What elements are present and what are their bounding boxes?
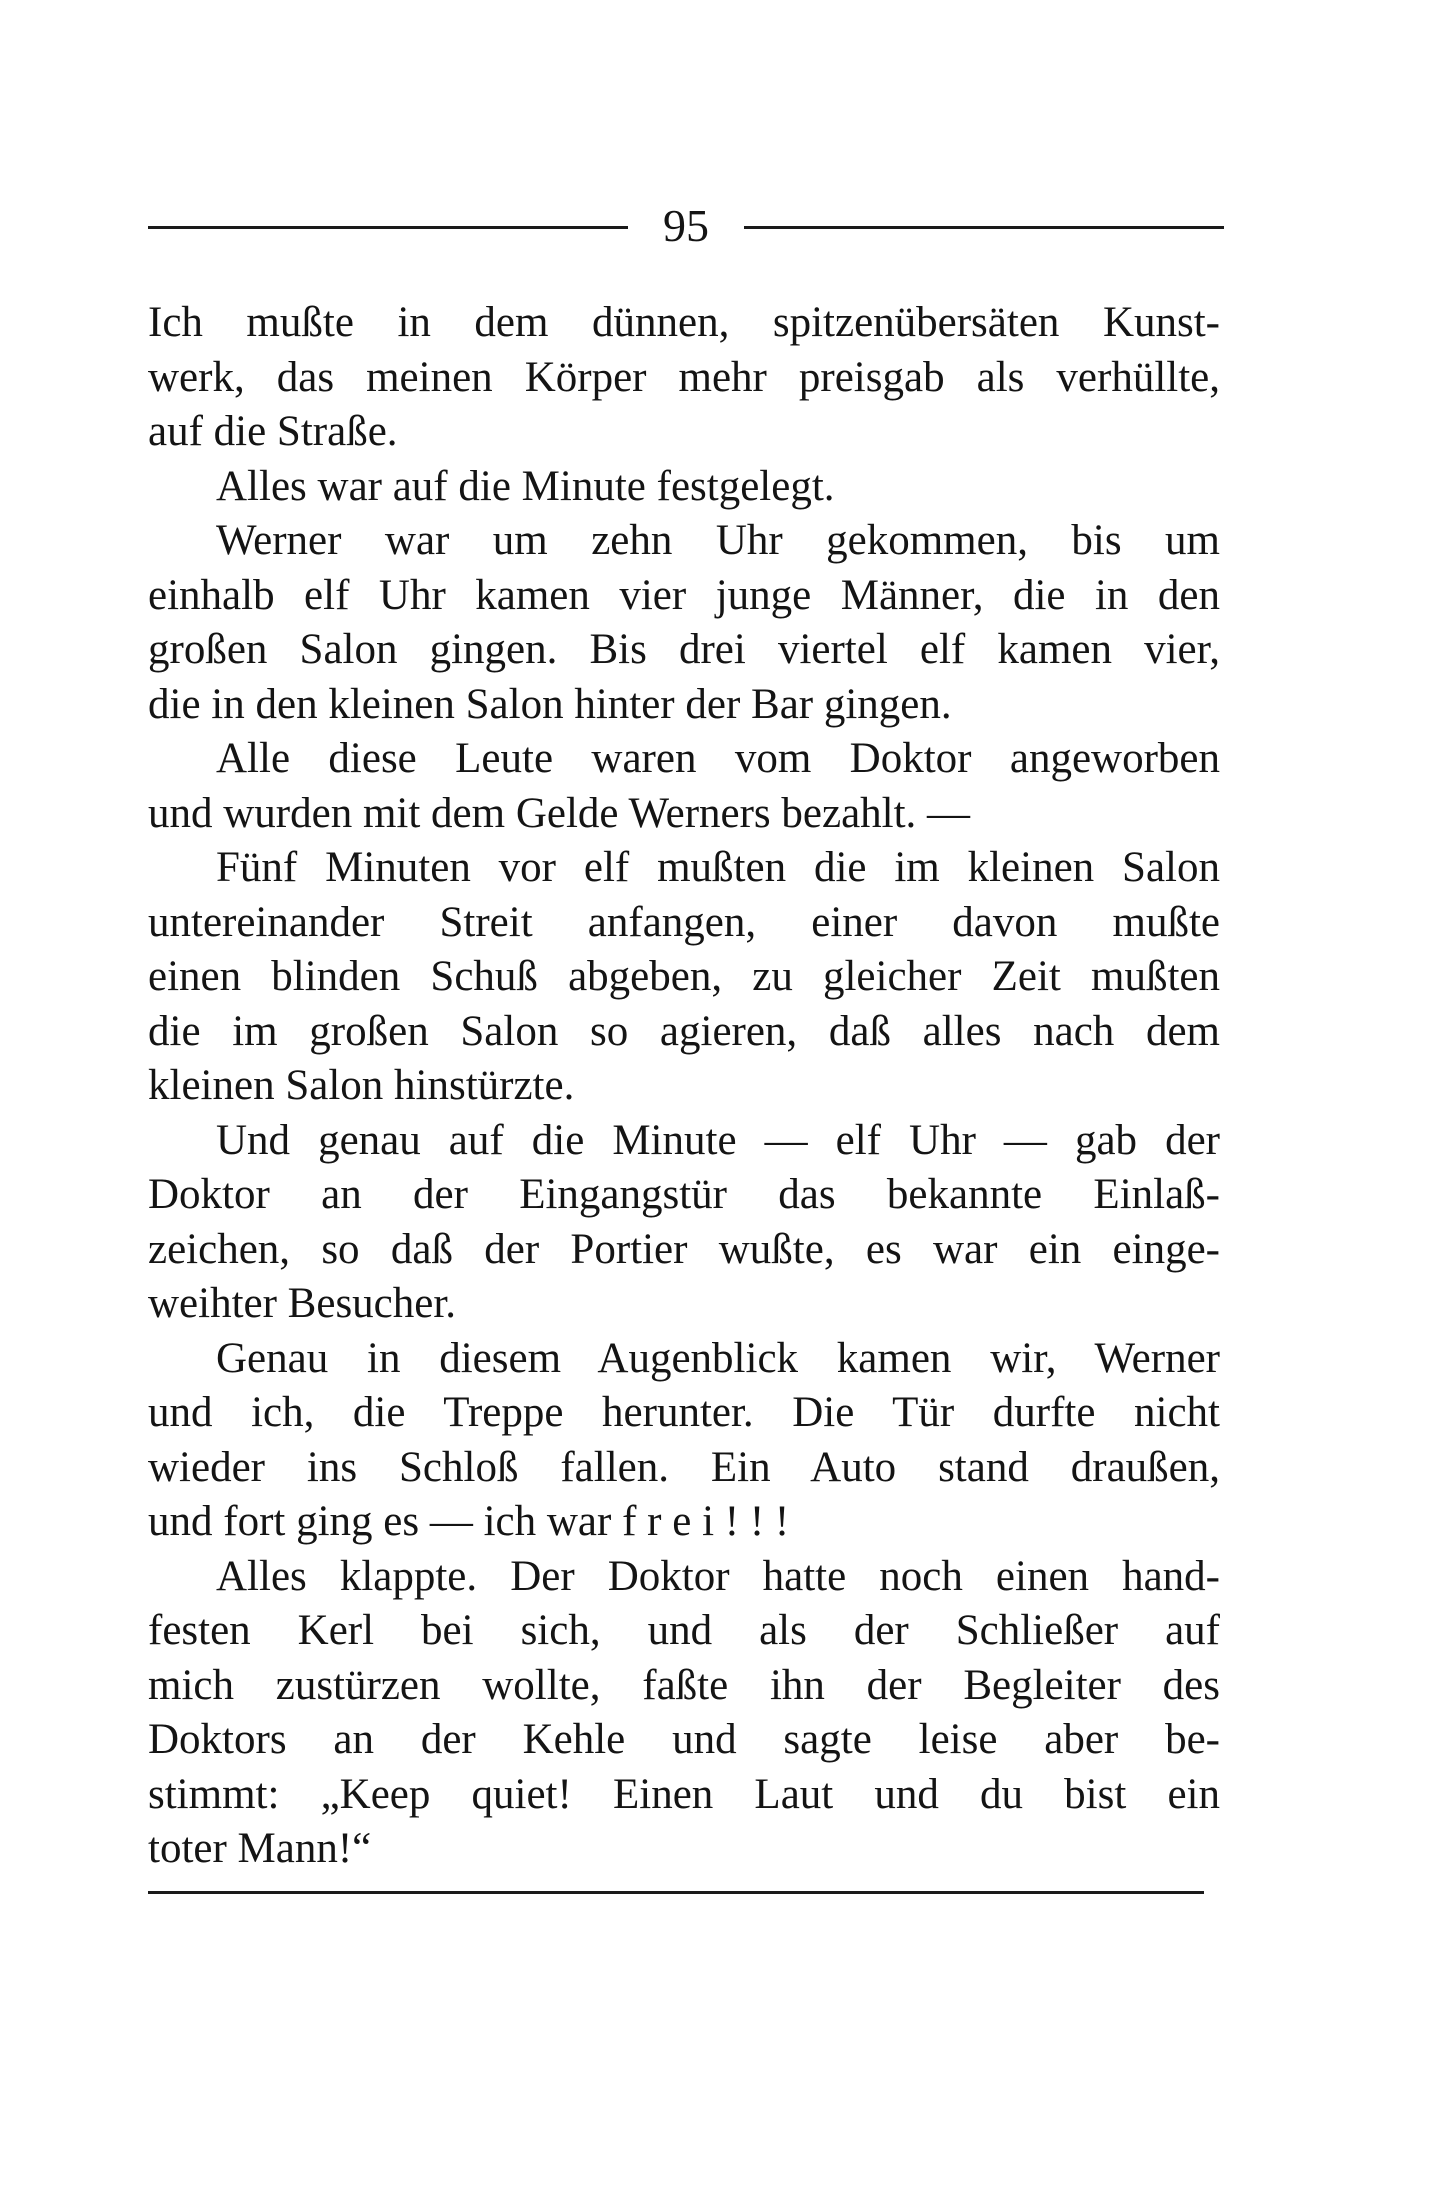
text-line: Und genau auf die Minute — elf Uhr — gab der: [216, 1116, 1220, 1164]
text-line: großen Salon gingen. Bis drei viertel elf kamen vier,: [148, 626, 1220, 673]
text-line: Ich mußte in dem dünnen, spitzenübersäten Kunst-: [148, 299, 1220, 346]
paragraph: [148, 841, 1220, 1114]
text-line: Werner war um zehn Uhr gekommen, bis um: [216, 517, 1220, 564]
text-line: Alles klappte. Der Doktor hatte noch einen hand-: [216, 1552, 1220, 1600]
text-line: einen blinden Schuß abgeben, zu gleicher Zeit mußten: [148, 953, 1220, 1000]
text-line: werk, das meinen Körper mehr preisgab als verhüllte,: [148, 353, 1220, 401]
paragraph: [148, 296, 1220, 460]
paragraph: [148, 732, 1220, 841]
text-line: auf die Straße.: [148, 408, 398, 455]
body-text: [148, 296, 1220, 1877]
header-rule-right: [744, 226, 1224, 229]
text-line: einhalb elf Uhr kamen vier junge Männer, die in den: [148, 571, 1220, 619]
text-line: weihter Besucher.: [148, 1280, 457, 1327]
text-line: mich zustürzen wollte, faßte ihn der Begleiter des: [148, 1661, 1220, 1709]
footer-rule: [148, 1891, 1204, 1894]
paragraph: [148, 514, 1220, 732]
text-line: festen Kerl bei sich, und als der Schließer auf: [148, 1607, 1220, 1654]
page-number: 95: [663, 200, 709, 251]
text-line: Fünf Minuten vor elf mußten die im kleinen Salon: [216, 844, 1220, 891]
text-line: stimmt: „Keep quiet! Einen Laut und du bist ein: [148, 1770, 1220, 1818]
text-line: und ich, die Treppe herunter. Die Tür durfte nicht: [148, 1389, 1220, 1436]
page-header: [148, 196, 1224, 256]
text-line: kleinen Salon hinstürzte.: [148, 1062, 575, 1109]
text-line: untereinander Streit anfangen, einer davon mußte: [148, 898, 1220, 946]
text-line: die im großen Salon so agieren, daß alles nach dem: [148, 1007, 1220, 1055]
paragraph: [148, 1114, 1220, 1332]
text-line: toter Mann!“: [148, 1825, 372, 1872]
header-rule-left: [148, 226, 628, 229]
paragraph: [148, 1550, 1220, 1877]
paragraph: [148, 460, 1220, 515]
text-line: Doktor an der Eingangstür das bekannte Einlaß-: [148, 1171, 1220, 1218]
paragraph: [148, 1332, 1220, 1550]
text-line: Alle diese Leute waren vom Doktor angeworben: [216, 735, 1220, 782]
text-line: die in den kleinen Salon hinter der Bar gingen.: [148, 680, 952, 728]
text-line: zeichen, so daß der Portier wußte, es war ein einge-: [148, 1225, 1220, 1273]
text-line: Genau in diesem Augenblick kamen wir, Werner: [216, 1334, 1220, 1382]
text-line: Alles war auf die Minute festgelegt.: [216, 462, 835, 510]
text-line: Doktors an der Kehle und sagte leise aber be-: [148, 1716, 1220, 1763]
text-line: und wurden mit dem Gelde Werners bezahlt. —: [148, 789, 971, 837]
text-line: und fort ging es — ich war f r e i ! ! !: [148, 1498, 790, 1545]
text-line: wieder ins Schloß fallen. Ein Auto stand draußen,: [148, 1443, 1220, 1491]
